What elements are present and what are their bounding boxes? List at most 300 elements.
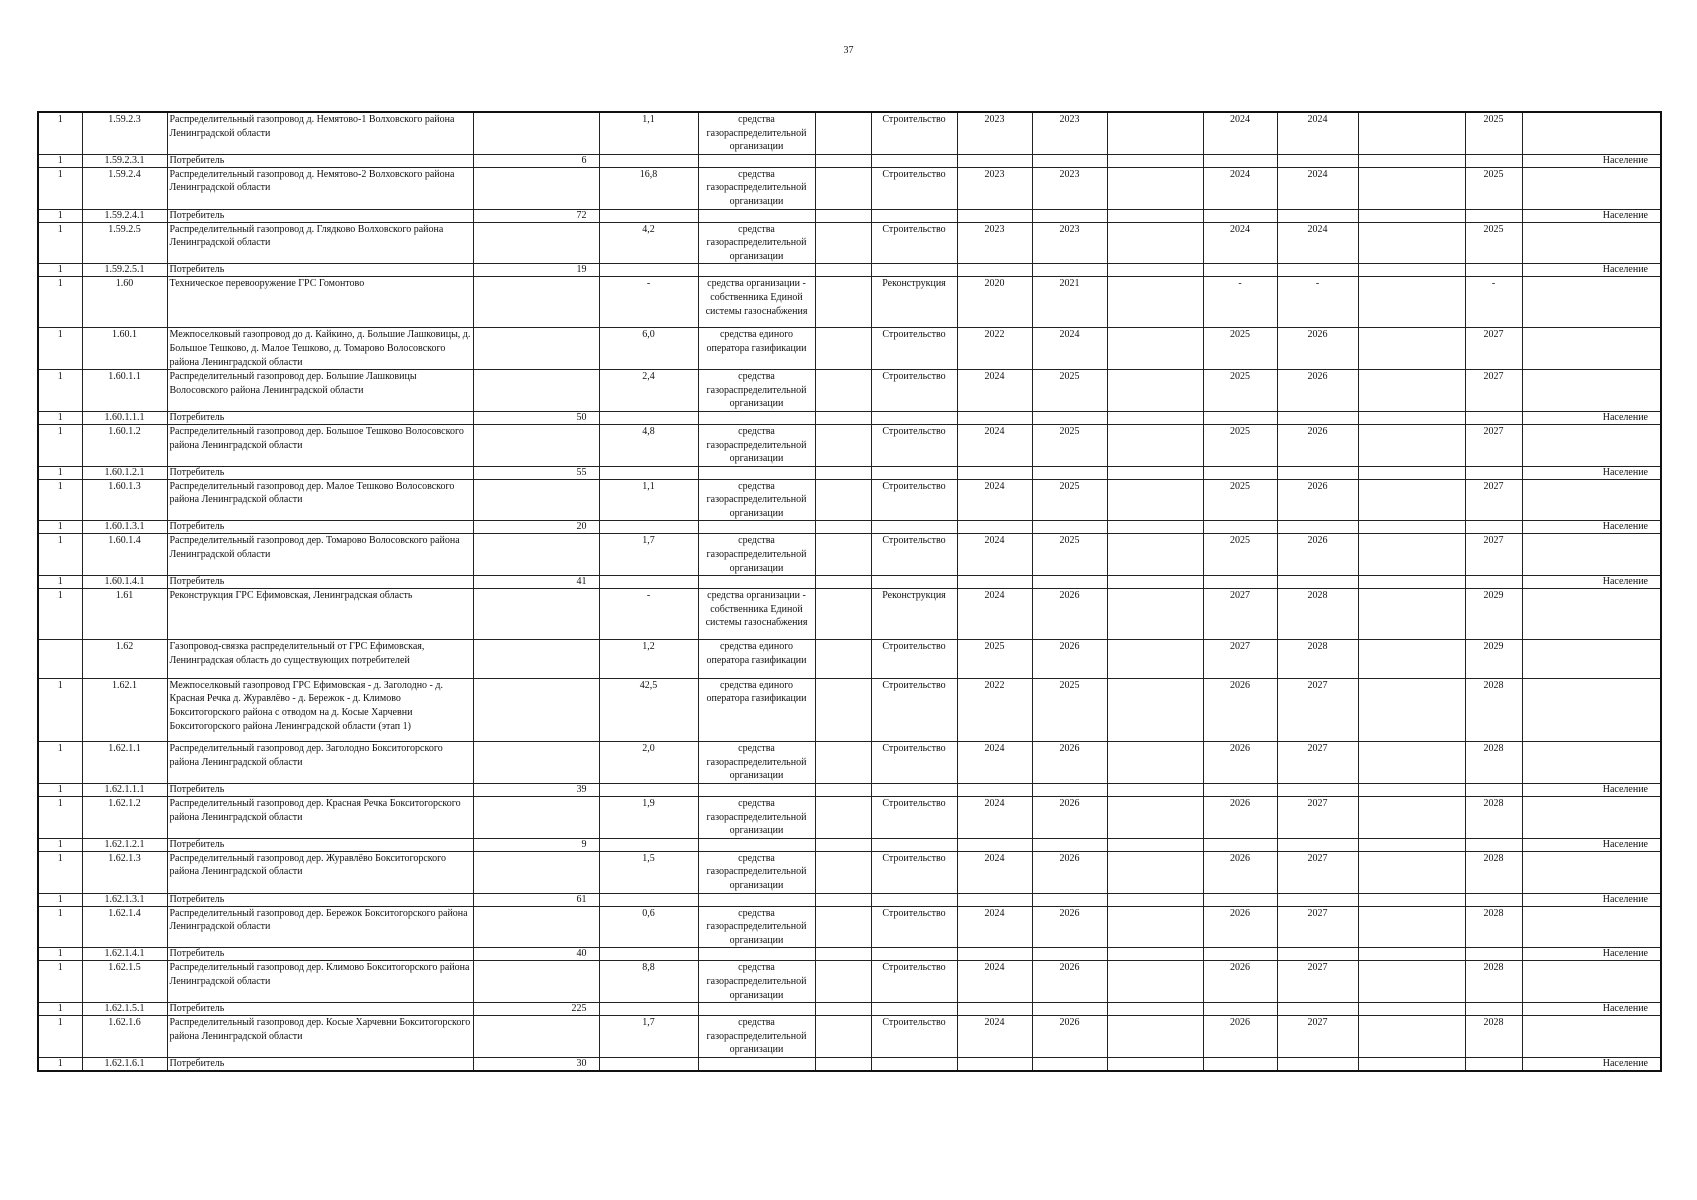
item-number: 1.59.2.3.1 [82,154,167,167]
year-5 [1465,838,1522,851]
col-index: 1 [38,466,82,479]
year-3 [1203,264,1277,277]
extra-col-2 [1107,209,1203,222]
col-index: 1 [38,112,82,154]
pipeline-length: 0,6 [599,906,698,948]
note [1522,424,1661,466]
year-5: - [1465,277,1522,328]
work-type: Строительство [871,424,957,466]
extra-col [815,521,871,534]
item-number: 1.59.2.4.1 [82,209,167,222]
year-4 [1277,1003,1358,1016]
consumer-row [38,576,1661,589]
col-index: 1 [38,838,82,851]
year-2: 2026 [1032,589,1107,640]
item-name: Потребитель [167,893,473,906]
year-1 [957,466,1032,479]
year-4: 2024 [1277,112,1358,154]
item-number: 1.59.2.4 [82,167,167,209]
year-5 [1465,784,1522,797]
year-1: 2020 [957,277,1032,328]
year-3 [1203,466,1277,479]
funding-source [698,264,815,277]
item-number: 1.59.2.5 [82,222,167,264]
year-5: 2028 [1465,906,1522,948]
col-index: 1 [38,521,82,534]
extra-col [815,277,871,328]
funding-source: средства газораспределительной организации [698,1016,815,1058]
extra-col [815,1003,871,1016]
table-row [38,961,1661,1003]
consumer-count [473,328,599,370]
extra-col-3 [1358,521,1465,534]
consumer-row [38,154,1661,167]
note: Население [1522,411,1661,424]
funding-source: средства газораспределительной организации [698,797,815,839]
year-1 [957,264,1032,277]
year-2 [1032,1057,1107,1071]
extra-col-2 [1107,277,1203,328]
extra-col [815,466,871,479]
work-type [871,1003,957,1016]
col-index: 1 [38,370,82,412]
item-name: Потребитель [167,576,473,589]
consumer-count: 20 [473,521,599,534]
year-4 [1277,576,1358,589]
consumer-row [38,209,1661,222]
table-row [38,906,1661,948]
col-index: 1 [38,277,82,328]
pipeline-length: - [599,277,698,328]
extra-col-3 [1358,264,1465,277]
note [1522,851,1661,893]
extra-col [815,678,871,742]
year-4 [1277,948,1358,961]
item-name: Распределительный газопровод д. Немятово-2 Волховского района Ленинградской области [167,167,473,209]
year-5 [1465,411,1522,424]
work-type [871,264,957,277]
item-name: Потребитель [167,784,473,797]
consumer-count: 61 [473,893,599,906]
year-3 [1203,893,1277,906]
item-number: 1.60.1.3 [82,479,167,521]
pipeline-length: 42,5 [599,678,698,742]
work-type: Строительство [871,851,957,893]
item-name: Техническое перевооружение ГРС Гомонтово [167,277,473,328]
item-number: 1.60.1.2 [82,424,167,466]
funding-source [698,893,815,906]
table-row [38,222,1661,264]
col-index: 1 [38,209,82,222]
item-number: 1.60 [82,277,167,328]
col-index: 1 [38,576,82,589]
item-name: Распределительный газопровод дер. Красная Речка Бокситогорского района Ленинградской области [167,797,473,839]
consumer-count: 50 [473,411,599,424]
year-1 [957,838,1032,851]
extra-col-2 [1107,576,1203,589]
extra-col [815,479,871,521]
extra-col-2 [1107,424,1203,466]
item-number: 1.62.1.5 [82,961,167,1003]
note [1522,589,1661,640]
year-2 [1032,466,1107,479]
col-index: 1 [38,154,82,167]
item-number: 1.62.1.3.1 [82,893,167,906]
col-index: 1 [38,948,82,961]
work-type [871,1057,957,1071]
item-name: Распределительный газопровод дер. Косые Харчевни Бокситогорского района Ленинградской области [167,1016,473,1058]
extra-col-3 [1358,277,1465,328]
extra-col-2 [1107,589,1203,640]
extra-col-3 [1358,742,1465,784]
note: Население [1522,209,1661,222]
table-row [38,534,1661,576]
funding-source: средства газораспределительной организации [698,167,815,209]
note [1522,370,1661,412]
extra-col-3 [1358,906,1465,948]
funding-source: средства организации - собственника Единой системы газоснабжения [698,277,815,328]
consumer-count: 6 [473,154,599,167]
note: Население [1522,893,1661,906]
extra-col-3 [1358,576,1465,589]
consumer-count: 9 [473,838,599,851]
extra-col-3 [1358,424,1465,466]
consumer-row [38,893,1661,906]
extra-col [815,112,871,154]
year-5: 2027 [1465,370,1522,412]
year-4: 2027 [1277,906,1358,948]
extra-col [815,576,871,589]
year-5 [1465,1003,1522,1016]
note [1522,112,1661,154]
item-name: Потребитель [167,1003,473,1016]
year-3 [1203,838,1277,851]
year-2: 2025 [1032,678,1107,742]
work-type [871,209,957,222]
consumer-count [473,370,599,412]
year-2: 2021 [1032,277,1107,328]
pipeline-length: 1,7 [599,534,698,576]
extra-col [815,893,871,906]
year-2 [1032,576,1107,589]
extra-col-2 [1107,521,1203,534]
year-5 [1465,209,1522,222]
item-number: 1.60.1.4 [82,534,167,576]
work-type: Реконструкция [871,589,957,640]
note [1522,167,1661,209]
item-name: Межпоселковый газопровод ГРС Ефимовская - д. Заголодно - д. Красная Речка д. Журавлёво - д. Бережок - д. Климово Бокситогорского района с отводом на д. Косые Харчевни Бокситогорского района Ленинградской области (этап 1) [167,678,473,742]
pipeline-length: - [599,589,698,640]
extra-col [815,838,871,851]
item-number: 1.60.1.3.1 [82,521,167,534]
extra-col-2 [1107,906,1203,948]
funding-source [698,466,815,479]
pipeline-length [599,838,698,851]
year-4: 2027 [1277,678,1358,742]
extra-col-2 [1107,961,1203,1003]
year-1: 2024 [957,742,1032,784]
work-type: Строительство [871,678,957,742]
year-1: 2023 [957,222,1032,264]
consumer-count: 225 [473,1003,599,1016]
extra-col-3 [1358,370,1465,412]
funding-source: средства газораспределительной организации [698,851,815,893]
pipeline-length [599,893,698,906]
funding-source [698,784,815,797]
note [1522,328,1661,370]
table-row [38,328,1661,370]
pipeline-length [599,521,698,534]
pipeline-length [599,154,698,167]
item-name: Потребитель [167,838,473,851]
funding-source [698,521,815,534]
table-row [38,797,1661,839]
consumer-count: 72 [473,209,599,222]
col-index [38,640,82,679]
year-4 [1277,893,1358,906]
table-body [38,112,1661,1071]
work-type: Строительство [871,961,957,1003]
extra-col [815,948,871,961]
pipeline-length: 6,0 [599,328,698,370]
item-number: 1.62.1.5.1 [82,1003,167,1016]
note [1522,277,1661,328]
note [1522,479,1661,521]
year-1: 2023 [957,112,1032,154]
extra-col-2 [1107,784,1203,797]
note: Население [1522,784,1661,797]
col-index: 1 [38,1003,82,1016]
year-5: 2025 [1465,167,1522,209]
col-index: 1 [38,167,82,209]
year-4: 2027 [1277,851,1358,893]
work-type: Строительство [871,167,957,209]
note [1522,222,1661,264]
year-3 [1203,411,1277,424]
item-number: 1.59.2.3 [82,112,167,154]
year-1: 2025 [957,640,1032,679]
year-3: 2026 [1203,678,1277,742]
year-5 [1465,1057,1522,1071]
funding-source [698,948,815,961]
year-5 [1465,521,1522,534]
pipeline-length: 2,4 [599,370,698,412]
year-3 [1203,784,1277,797]
extra-col-3 [1358,411,1465,424]
year-2: 2023 [1032,222,1107,264]
note: Население [1522,1003,1661,1016]
extra-col [815,906,871,948]
consumer-count: 41 [473,576,599,589]
year-1 [957,154,1032,167]
item-name: Распределительный газопровод дер. Большое Тешково Волосовского района Ленинградской области [167,424,473,466]
note [1522,797,1661,839]
item-number: 1.60.1.2.1 [82,466,167,479]
year-4: 2028 [1277,640,1358,679]
consumer-count [473,222,599,264]
work-type: Строительство [871,742,957,784]
consumer-row [38,1057,1661,1071]
work-type: Строительство [871,1016,957,1058]
year-4: 2027 [1277,797,1358,839]
funding-source: средства газораспределительной организации [698,534,815,576]
consumer-count: 30 [473,1057,599,1071]
year-3: 2026 [1203,851,1277,893]
work-type: Строительство [871,370,957,412]
item-name: Потребитель [167,1057,473,1071]
col-index: 1 [38,328,82,370]
pipeline-length: 4,2 [599,222,698,264]
year-3: 2024 [1203,167,1277,209]
year-2: 2023 [1032,167,1107,209]
year-2: 2026 [1032,797,1107,839]
year-1: 2024 [957,479,1032,521]
year-3: 2025 [1203,424,1277,466]
table-row [38,167,1661,209]
extra-col-2 [1107,328,1203,370]
year-1: 2023 [957,167,1032,209]
extra-col [815,961,871,1003]
funding-source: средства газораспределительной организации [698,370,815,412]
page-number: 37 [843,45,854,56]
item-name: Реконструкция ГРС Ефимовская, Ленинградская область [167,589,473,640]
year-5: 2027 [1465,328,1522,370]
year-5: 2028 [1465,851,1522,893]
year-1: 2024 [957,424,1032,466]
note [1522,1016,1661,1058]
year-4: 2027 [1277,961,1358,1003]
consumer-count: 55 [473,466,599,479]
item-name: Распределительный газопровод д. Немятово-1 Волховского района Ленинградской области [167,112,473,154]
consumer-count [473,851,599,893]
year-1 [957,576,1032,589]
extra-col-3 [1358,893,1465,906]
year-2: 2025 [1032,424,1107,466]
funding-source: средства единого оператора газификации [698,678,815,742]
extra-col [815,851,871,893]
extra-col-2 [1107,167,1203,209]
gas-pipeline-table [37,111,1662,1072]
year-3: 2027 [1203,640,1277,679]
year-5 [1465,576,1522,589]
extra-col-3 [1358,479,1465,521]
extra-col-3 [1358,328,1465,370]
year-2 [1032,893,1107,906]
year-1: 2024 [957,797,1032,839]
extra-col [815,640,871,679]
pipeline-length [599,948,698,961]
funding-source: средства газораспределительной организации [698,424,815,466]
item-number: 1.59.2.5.1 [82,264,167,277]
extra-col [815,328,871,370]
pipeline-length [599,264,698,277]
extra-col-3 [1358,851,1465,893]
year-5 [1465,264,1522,277]
item-name: Потребитель [167,521,473,534]
year-4: 2024 [1277,222,1358,264]
year-5: 2028 [1465,961,1522,1003]
year-4: 2026 [1277,424,1358,466]
extra-col-2 [1107,370,1203,412]
year-1 [957,784,1032,797]
consumer-count: 39 [473,784,599,797]
pipeline-length [599,784,698,797]
year-5 [1465,948,1522,961]
year-4 [1277,838,1358,851]
extra-col-3 [1358,466,1465,479]
extra-col [815,424,871,466]
col-index: 1 [38,678,82,742]
year-1: 2024 [957,961,1032,1003]
work-type: Строительство [871,797,957,839]
item-number: 1.60.1 [82,328,167,370]
year-4: 2026 [1277,328,1358,370]
year-2: 2025 [1032,534,1107,576]
year-4: 2026 [1277,534,1358,576]
year-3 [1203,948,1277,961]
col-index: 1 [38,961,82,1003]
table-row [38,742,1661,784]
year-3: 2025 [1203,479,1277,521]
pipeline-length: 1,5 [599,851,698,893]
pipeline-length [599,466,698,479]
year-3: 2025 [1203,534,1277,576]
extra-col-3 [1358,1057,1465,1071]
extra-col [815,1016,871,1058]
extra-col-3 [1358,222,1465,264]
extra-col-3 [1358,784,1465,797]
year-3: 2024 [1203,112,1277,154]
consumer-row [38,838,1661,851]
table-row [38,1016,1661,1058]
year-2: 2024 [1032,328,1107,370]
item-name: Потребитель [167,466,473,479]
year-1 [957,1057,1032,1071]
item-number: 1.62.1.3 [82,851,167,893]
item-number: 1.62.1.4 [82,906,167,948]
col-index: 1 [38,411,82,424]
year-2: 2026 [1032,961,1107,1003]
year-2 [1032,154,1107,167]
year-3: 2026 [1203,797,1277,839]
consumer-count [473,589,599,640]
pipeline-length: 1,1 [599,112,698,154]
item-number: 1.62.1.4.1 [82,948,167,961]
col-index: 1 [38,264,82,277]
year-4 [1277,466,1358,479]
note: Население [1522,521,1661,534]
year-4: - [1277,277,1358,328]
table-row [38,640,1661,679]
year-4: 2028 [1277,589,1358,640]
year-3: 2024 [1203,222,1277,264]
pipeline-length: 1,7 [599,1016,698,1058]
extra-col-2 [1107,742,1203,784]
item-number: 1.62.1 [82,678,167,742]
item-number: 1.60.1.1 [82,370,167,412]
year-1: 2024 [957,534,1032,576]
year-3 [1203,1057,1277,1071]
pipeline-length: 1,2 [599,640,698,679]
consumer-row [38,1003,1661,1016]
consumer-count [473,1016,599,1058]
year-3: 2027 [1203,589,1277,640]
col-index: 1 [38,534,82,576]
year-2: 2026 [1032,851,1107,893]
work-type [871,466,957,479]
year-2: 2026 [1032,1016,1107,1058]
extra-col-3 [1358,678,1465,742]
